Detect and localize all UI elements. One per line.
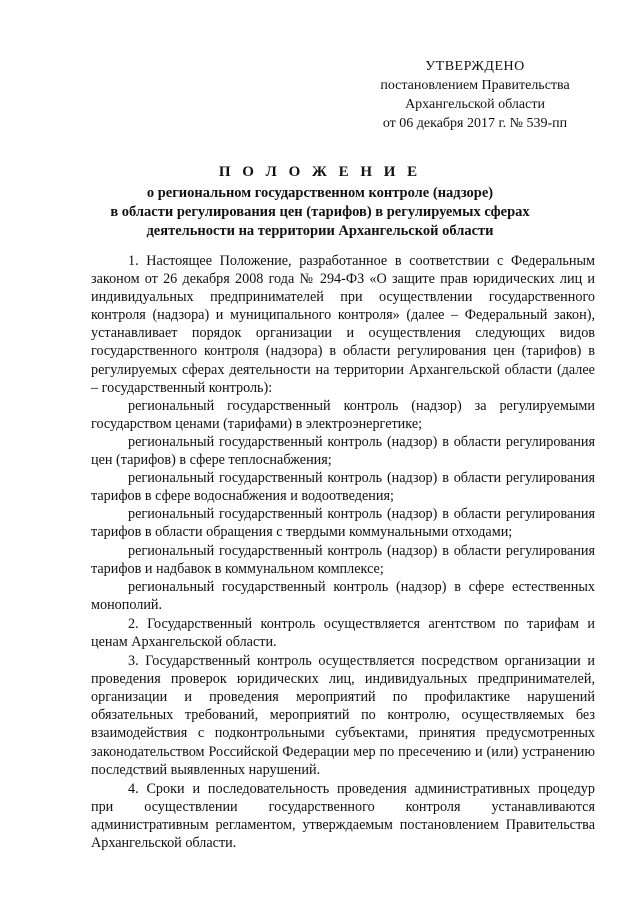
paragraph-1: 1. Настоящее Положение, разработанное в соответствии с Федеральным законом от 26 декабря 2008 года № 294-ФЗ «О защите прав юридических лиц и индивидуальных предпринимателей при осуществлении государственного контроля (надзора) и муниципального контроля» (далее – Федеральный закон), устанавливает порядок организации и осуществления следующих видов государственного контроля (надзора) в области регулирования цен (тарифов) в регулируемых сферах деятельности на территории Архангельской области (далее – государственный контроль):: [91, 253, 595, 396]
list-item-communal-complex: региональный государственный контроль (надзор) в области регулирования тарифов и надбавок в коммунальном комплексе;: [91, 542, 595, 577]
approval-stamp-title: УТВЕРЖДЕНО: [425, 59, 525, 74]
list-item-water-supply: региональный государственный контроль (надзор) в области регулирования тарифов в сфере водоснабжения и водоотведения;: [91, 470, 595, 505]
document-heading: П О Л О Ж Е Н И Е: [218, 164, 422, 180]
approval-line-3: от 06 декабря 2017 г. № 539-пп: [382, 116, 568, 131]
approval-line-2: Архангельской области: [405, 97, 545, 112]
list-item-heat-supply: региональный государственный контроль (надзор) в области регулирования цен (тарифов) в сфере теплоснабжения;: [91, 433, 595, 469]
paragraph-4: 4. Сроки и последовательность проведения административных процедур при осуществлении государственного контроля устанавливаются административным регламентом, утверждаемым постановлением Правительства Архангельской области.: [91, 780, 595, 851]
document-body: [91, 252, 595, 852]
paragraph-2: 2. Государственный контроль осуществляется агентством по тарифам и ценам Архангельской области.: [91, 615, 595, 650]
approval-stamp: [360, 57, 590, 133]
title-line-2: в области регулирования цен (тарифов) в регулируемых сферах: [110, 204, 530, 220]
title-line-3: деятельности на территории Архангельской области: [146, 223, 494, 239]
list-item-electroenergy: региональный государственный контроль (надзор) за регулируемыми государством ценами (тарифами) в электроэнергетике;: [91, 397, 595, 432]
list-item-solid-waste: региональный государственный контроль (надзор) в области регулирования тарифов в области обращения с твердыми коммунальными отходами;: [91, 506, 595, 541]
document-title: [80, 163, 560, 241]
list-item-natural-monopolies: региональный государственный контроль (надзор) в сфере естественных монополий.: [91, 578, 595, 613]
title-line-1: о региональном государственном контроле (надзоре): [146, 185, 494, 201]
approval-line-1: постановлением Правительства: [380, 78, 570, 93]
paragraph-3: 3. Государственный контроль осуществляется посредством организации и проведения проверок юридических лиц, индивидуальных предпринимателей, организации и проведения мероприятий по профилактике нарушений обязательных требований, мероприятий по контролю, осуществляемых без взаимодействия с подконтрольными субъектами, принятия предусмотренных законодательством Российской Федерации мер по пресечению и (или) устранению последствий выявленных нарушений.: [91, 653, 595, 778]
